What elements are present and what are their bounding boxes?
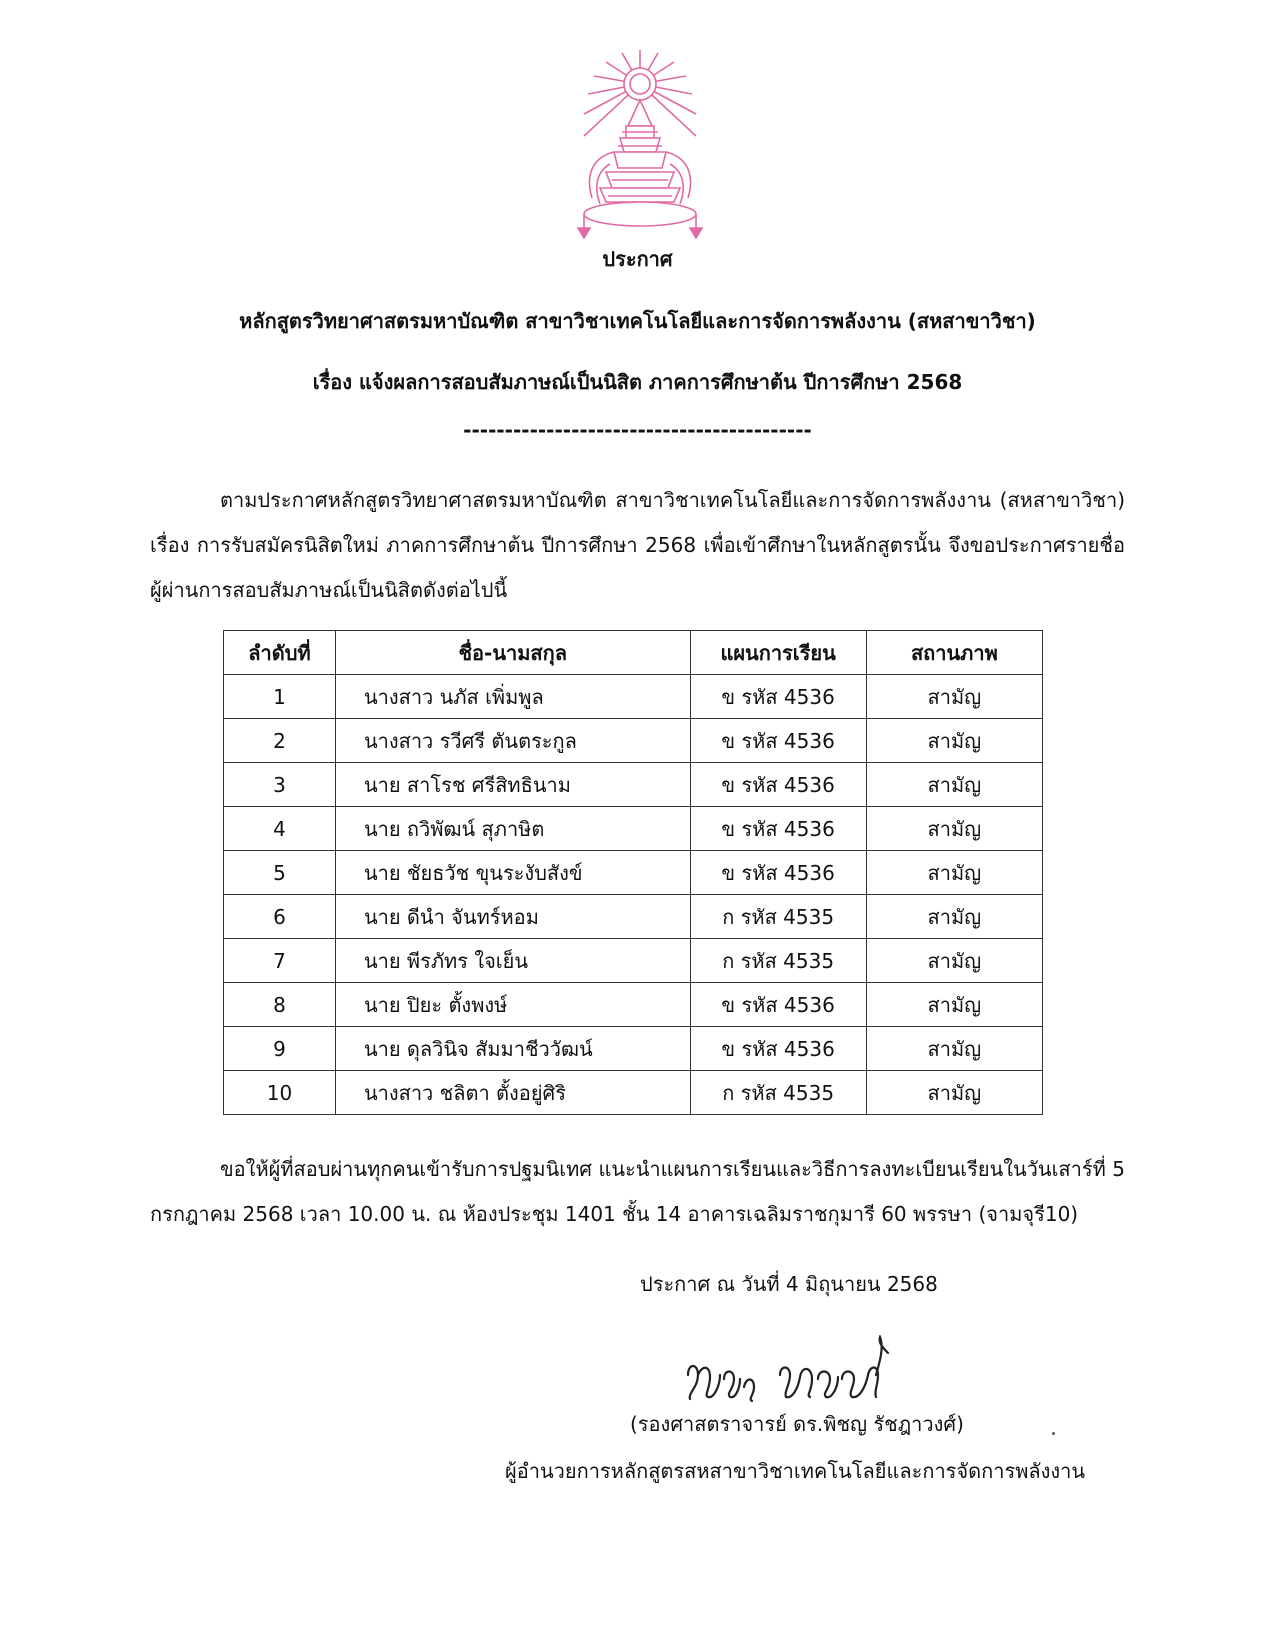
row-status: สามัญ [866, 675, 1042, 719]
row-name: นางสาว ชลิตา ตั้งอยู่ศิริ [335, 1071, 690, 1115]
university-seal-icon [570, 48, 710, 240]
row-number: 6 [224, 895, 336, 939]
row-plan: ก รหัส 4535 [690, 939, 866, 983]
row-name: นาย ดุลวินิจ สัมมาชีววัฒน์ [335, 1027, 690, 1071]
signer-name: (รองศาสตราจารย์ ดร.พิชญ รัชฎาวงศ์) [630, 1412, 964, 1436]
row-plan: ข รหัส 4536 [690, 763, 866, 807]
row-status: สามัญ [866, 807, 1042, 851]
row-name: นางสาว รวีศรี ตันตระกูล [335, 719, 690, 763]
table-row [224, 939, 1043, 983]
table-row [224, 1027, 1043, 1071]
table-row [224, 763, 1043, 807]
row-name: นางสาว นภัส เพิ่มพูล [335, 675, 690, 719]
row-name: นาย ดีนำ จันทร์หอม [335, 895, 690, 939]
table-row [224, 807, 1043, 851]
row-number: 4 [224, 807, 336, 851]
row-status: สามัญ [866, 763, 1042, 807]
row-number: 7 [224, 939, 336, 983]
row-status: สามัญ [866, 895, 1042, 939]
col-header-number: ลำดับที่ [224, 631, 336, 675]
col-header-name: ชื่อ-นามสกุล [335, 631, 690, 675]
row-status: สามัญ [866, 939, 1042, 983]
speck-mark [1052, 1432, 1055, 1435]
results-table [223, 630, 1043, 1115]
announcement-subject: เรื่อง แจ้งผลการสอบสัมภาษณ์เป็นนิสิต ภาคการศึกษาต้น ปีการศึกษา 2568 [312, 370, 963, 394]
row-number: 1 [224, 675, 336, 719]
col-header-plan: แผนการเรียน [690, 631, 866, 675]
handwritten-signature-icon [680, 1335, 910, 1405]
row-plan: ข รหัส 4536 [690, 675, 866, 719]
row-name: นาย ปิยะ ตั้งพงษ์ [335, 983, 690, 1027]
announcement-date: ประกาศ ณ วันที่ 4 มิถุนายน 2568 [640, 1272, 938, 1296]
col-header-status: สถานภาพ [866, 631, 1042, 675]
row-plan: ข รหัส 4536 [690, 851, 866, 895]
row-plan: ก รหัส 4535 [690, 1071, 866, 1115]
divider-rule: ------------------------------------------ [463, 418, 812, 442]
row-number: 8 [224, 983, 336, 1027]
table-row [224, 675, 1043, 719]
row-status: สามัญ [866, 1027, 1042, 1071]
row-number: 5 [224, 851, 336, 895]
table-row [224, 851, 1043, 895]
announcement-title: ประกาศ [602, 247, 673, 271]
row-name: นาย สาโรช ศรีสิทธินาม [335, 763, 690, 807]
table-row [224, 983, 1043, 1027]
row-name: นาย ถวิพัฒน์ สุภาษิต [335, 807, 690, 851]
row-number: 2 [224, 719, 336, 763]
row-name: นาย ชัยธวัช ขุนระงับสังข์ [335, 851, 690, 895]
signer-position: ผู้อำนวยการหลักสูตรสหสาขาวิชาเทคโนโลยีและการจัดการพลังงาน [505, 1459, 1086, 1483]
row-plan: ข รหัส 4536 [690, 807, 866, 851]
table-row [224, 719, 1043, 763]
table-row [224, 1071, 1043, 1115]
row-plan: ข รหัส 4536 [690, 1027, 866, 1071]
program-name: หลักสูตรวิทยาศาสตรมหาบัณฑิต สาขาวิชาเทคโนโลยีและการจัดการพลังงาน (สหสาขาวิชา) [239, 309, 1036, 333]
closing-text: ขอให้ผู้ที่สอบผ่านทุกคนเข้ารับการปฐมนิเทศ แนะนำแผนการเรียนและวิธีการลงทะเบียนเรียนในวันเสาร์ที่ 5 กรกฎาคม 2568 เวลา 10.00 น. ณ ห้องประชุม 1401 ชั้น 14 อาคารเฉลิมราชกุมารี 60 พรรษา (จามจุรี10) [150, 1157, 1125, 1226]
intro-paragraph [150, 478, 1125, 613]
row-status: สามัญ [866, 719, 1042, 763]
table-header-row [224, 631, 1043, 675]
row-plan: ก รหัส 4535 [690, 895, 866, 939]
row-plan: ข รหัส 4536 [690, 719, 866, 763]
intro-text: ตามประกาศหลักสูตรวิทยาศาสตรมหาบัณฑิต สาขาวิชาเทคโนโลยีและการจัดการพลังงาน (สหสาขาวิชา) เรื่อง การรับสมัครนิสิตใหม่ ภาคการศึกษาต้น ปีการศึกษา 2568 เพื่อเข้าศึกษาในหลักสูตรนั้น จึงขอประกาศรายชื่อผู้ผ่านการสอบสัมภาษณ์เป็นนิสิตดังต่อไปนี้ [150, 488, 1125, 602]
row-number: 10 [224, 1071, 336, 1115]
closing-paragraph [150, 1147, 1125, 1237]
row-number: 3 [224, 763, 336, 807]
row-status: สามัญ [866, 1071, 1042, 1115]
row-number: 9 [224, 1027, 336, 1071]
row-plan: ข รหัส 4536 [690, 983, 866, 1027]
row-status: สามัญ [866, 983, 1042, 1027]
table-row [224, 895, 1043, 939]
row-name: นาย พีรภัทร ใจเย็น [335, 939, 690, 983]
row-status: สามัญ [866, 851, 1042, 895]
